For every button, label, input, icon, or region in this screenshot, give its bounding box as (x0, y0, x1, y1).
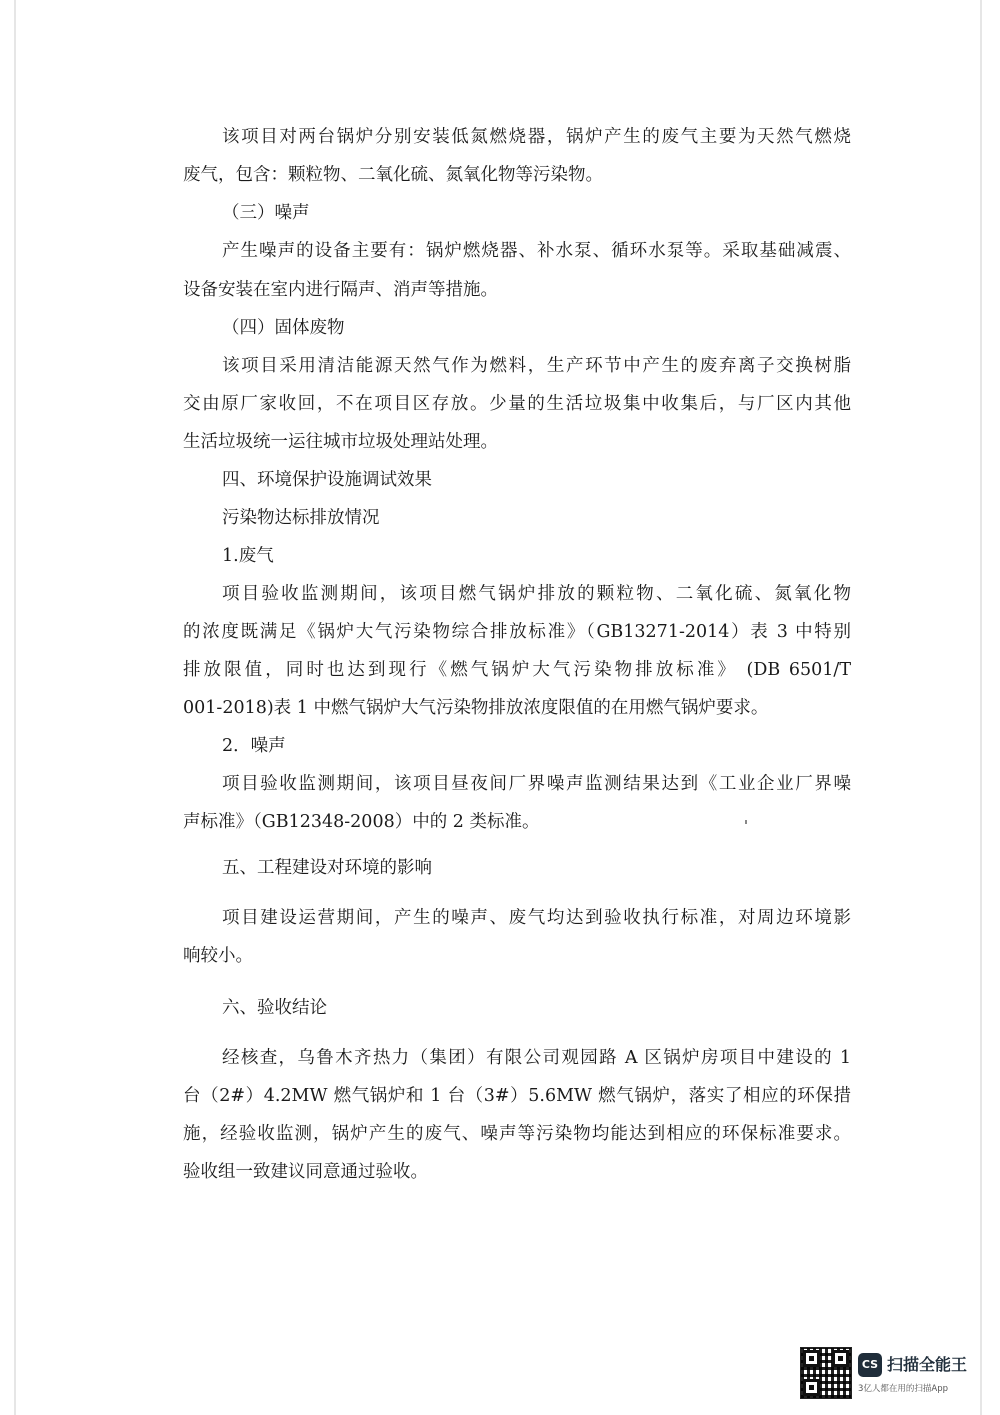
qr-code-icon (800, 1347, 852, 1399)
paragraph-line: 项目验收监测期间，该项目燃气锅炉排放的颗粒物、二氧化硫、氮氧化物 (222, 584, 851, 604)
subsection-heading: 2．噪声 (222, 736, 286, 756)
paragraph-line: 交由原厂家收回，不在项目区存放。少量的生活垃圾集中收集后，与厂区内其他 (183, 394, 851, 414)
paragraph-line: 该项目对两台锅炉分别安装低氮燃烧器，锅炉产生的废气主要为天然气燃烧 (222, 127, 851, 147)
section-heading: （三）噪声 (222, 203, 310, 223)
camscanner-logo: CS (858, 1353, 882, 1377)
paragraph-line: 项目验收监测期间，该项目昼夜间厂界噪声监测结果达到《工业企业厂界噪 (222, 774, 851, 794)
paragraph-line: 001-2018)表 1 中燃气锅炉大气污染物排放浓度限值的在用燃气锅炉要求。 (183, 698, 769, 718)
paragraph-line: 该项目采用清洁能源天然气作为燃料，生产环节中产生的废弃离子交换树脂 (222, 356, 851, 376)
watermark-brand: 扫描全能王 (887, 1355, 968, 1374)
paragraph-line: 验收组一致建议同意通过验收。 (183, 1162, 428, 1182)
watermark-tagline: 3亿人都在用的扫描App (858, 1384, 949, 1394)
paragraph-line: 台（2#）4.2MW 燃气锅炉和 1 台（3#）5.6MW 燃气锅炉，落实了相应的环保措 (183, 1086, 851, 1106)
subsection-heading: 1.废气 (222, 546, 274, 566)
paragraph-line: 经核查，乌鲁木齐热力（集团）有限公司观园路 A 区锅炉房项目中建设的 1 (222, 1048, 851, 1068)
paragraph-line: 排放限值，同时也达到现行《燃气锅炉大气污染物排放标准》 (DB 6501/T (183, 660, 851, 680)
paragraph-line: 产生噪声的设备主要有：锅炉燃烧器、补水泵、循环水泵等。采取基础减震、 (222, 241, 851, 261)
subsection-heading: 污染物达标排放情况 (222, 508, 380, 528)
section-heading: 四、环境保护设施调试效果 (222, 470, 432, 490)
paragraph-line: 的浓度既满足《锅炉大气污染物综合排放标准》（GB13271-2014）表 3 中特别 (183, 622, 851, 642)
scanner-watermark (800, 1347, 980, 1403)
paragraph-line: 响较小。 (183, 946, 253, 966)
scan-speck (745, 820, 747, 824)
paragraph-line: 设备安装在室内进行隔声、消声等措施。 (183, 280, 498, 300)
section-heading: 五、工程建设对环境的影响 (222, 858, 432, 878)
section-heading: 六、验收结论 (222, 998, 327, 1018)
paragraph-line: 生活垃圾统一运往城市垃圾处理站处理。 (183, 432, 498, 452)
paragraph-line: 施，经验收监测，锅炉产生的废气、噪声等污染物均能达到相应的环保标准要求。 (183, 1124, 851, 1144)
scan-edge-right (980, 0, 982, 1415)
section-heading: （四）固体废物 (222, 318, 345, 338)
scan-edge-left (14, 0, 16, 1415)
paragraph-line: 废气，包含：颗粒物、二氧化硫、氮氧化物等污染物。 (183, 165, 603, 185)
paragraph-line: 项目建设运营期间，产生的噪声、废气均达到验收执行标准，对周边环境影 (222, 908, 851, 928)
paragraph-line: 声标准》（GB12348-2008）中的 2 类标准。 (183, 812, 540, 832)
